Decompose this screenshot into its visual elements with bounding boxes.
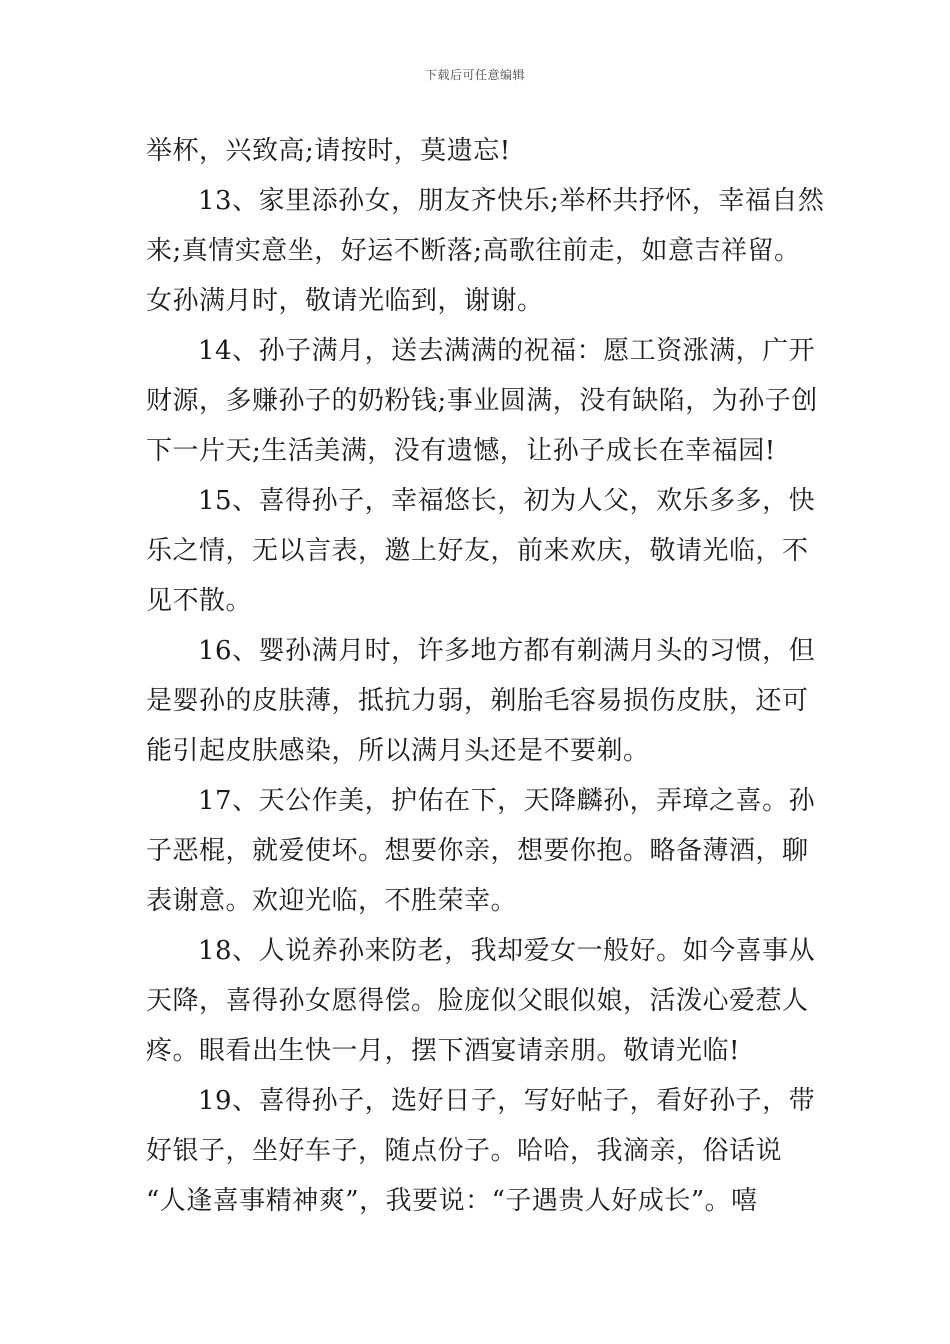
paragraph-14-line-2: 财源，多赚孙子的奶粉钱;事业圆满，没有缺陷，为孙子创	[146, 386, 818, 416]
paragraph-19-line-2: 好银子，坐好车子，随点份子。哈哈，我滴亲，俗话说	[146, 1136, 783, 1166]
paragraph-19-line-1: 19、喜得孙子，选好日子，写好帖子，看好孙子，带	[198, 1086, 816, 1116]
paragraph-17-line-1: 17、天公作美，护佑在下，天降麟孙，弄璋之喜。孙	[198, 786, 816, 816]
paragraph-17-line-2: 子恶棍，就爱使坏。想要你亲，想要你抱。略备薄酒，聊	[146, 836, 809, 866]
body-text	[146, 126, 825, 1226]
paragraph-16-line-2: 是婴孙的皮肤薄，抵抗力弱，剃胎毛容易损伤皮肤，还可	[146, 686, 809, 716]
paragraph-13-line-2: 来;真情实意坐，好运不断落;高歌往前走，如意吉祥留。	[146, 236, 801, 266]
paragraph-19-line-3: “人逢喜事精神爽”，我要说：“子遇贵人好成长”。嘻	[146, 1186, 758, 1216]
paragraph-18-line-1: 18、人说养孙来防老，我却爱女一般好。如今喜事从	[198, 936, 816, 966]
paragraph-15-line-3: 见不散。	[146, 586, 253, 616]
paragraph-18-line-2: 天降，喜得孙女愿得偿。脸庞似父眼似娘，活泼心爱惹人	[146, 986, 809, 1016]
paragraph-15-line-2: 乐之情，无以言表，邀上好友，前来欢庆，敬请光临，不	[146, 536, 809, 566]
paragraph-17-line-3: 表谢意。欢迎光临，不胜荣幸。	[146, 886, 518, 916]
paragraph-13-line-3: 女孙满月时，敬请光临到，谢谢。	[146, 286, 544, 316]
paragraph-18-line-3: 疼。眼看出生快一月，摆下酒宴请亲朋。敬请光临!	[146, 1036, 740, 1066]
paragraph-15-line-1: 15、喜得孙子，幸福悠长，初为人父，欢乐多多，快	[198, 486, 816, 516]
paragraph-16-line-3: 能引起皮肤感染，所以满月头还是不要剃。	[146, 736, 650, 766]
header-note: 下载后可任意编辑	[424, 68, 525, 82]
paragraph-16-line-1: 16、婴孙满月时，许多地方都有剃满月头的习惯，但	[198, 636, 816, 666]
text-line: 举杯，兴致高;请按时，莫遗忘!	[146, 136, 511, 166]
paragraph-14-line-1: 14、孙子满月，送去满满的祝福：愿工资涨满，广开	[198, 336, 816, 366]
paragraph-13-line-1: 13、家里添孙女，朋友齐快乐;举杯共抒怀，幸福自然	[198, 186, 825, 216]
paragraph-14-line-3: 下一片天;生活美满，没有遗憾，让孙子成长在幸福园!	[146, 436, 776, 466]
